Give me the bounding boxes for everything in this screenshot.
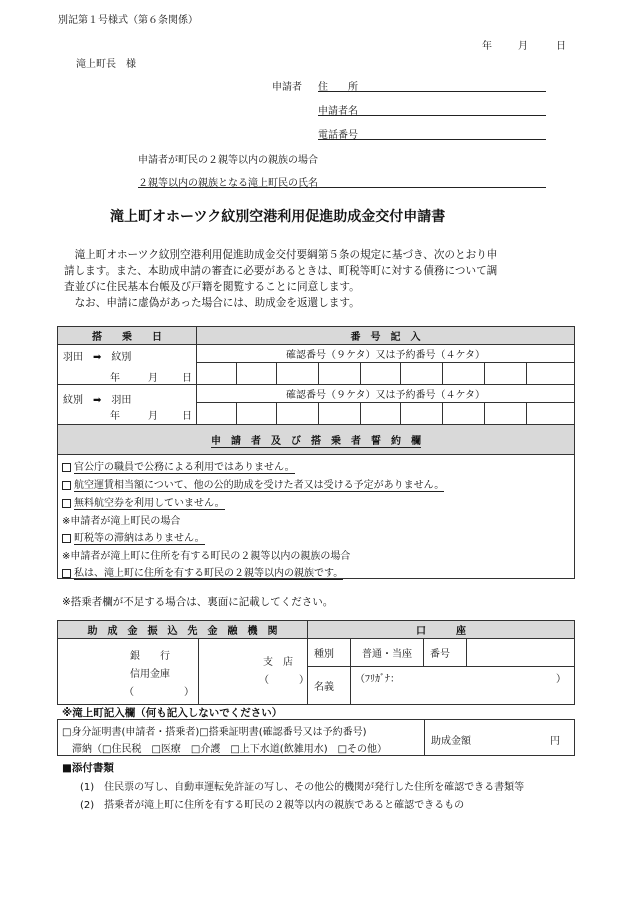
digit-cell[interactable]: [527, 363, 575, 385]
type-label: 種別: [308, 639, 351, 667]
relative-note: 申請者が町民の２親等以内の親族の場合: [138, 155, 318, 166]
address-field[interactable]: [318, 78, 546, 92]
body-line-3: 査並びに住民基本台帳及び戸籍を閲覧することに同意します。: [64, 281, 360, 293]
pledge-header-text: 申 請 者 及 び 搭 乗 者 誓 約 欄: [211, 436, 421, 447]
applicant-name-label: 申請者名: [318, 106, 358, 117]
number-entry-header: 番 号 記 入: [197, 327, 575, 345]
digit-cell[interactable]: [237, 363, 277, 385]
branch-paren: （ ）: [259, 675, 309, 686]
address-label: 住 所: [318, 82, 358, 93]
bank-label: 銀 行: [130, 651, 170, 662]
body-text: [64, 247, 497, 311]
account-header: 口 座: [308, 621, 575, 639]
flight-table: [57, 326, 575, 579]
bank-header: 助 成 金 振 込 先 金 融 機 関: [58, 621, 308, 639]
row1-day: 日: [182, 373, 192, 384]
relative-name-field[interactable]: [138, 174, 546, 188]
row2-year: 年: [110, 411, 120, 422]
checkbox-icon[interactable]: [62, 463, 71, 472]
form-number: 別記第１号様式（第６条関係）: [58, 15, 198, 26]
amount-label: 助成金額: [431, 736, 471, 747]
furigana-label: （ﾌﾘｶﾞﾅ：: [355, 674, 400, 685]
type-value[interactable]: 普通・当座: [351, 639, 424, 667]
pledge-note-resident: ※申請者が滝上町民の場合: [62, 516, 181, 527]
bank-paren: （ ）: [124, 687, 194, 698]
digit-cell[interactable]: [237, 403, 277, 425]
digit-cell[interactable]: [319, 403, 361, 425]
pledge-body: [58, 455, 575, 579]
relative-name-label: ２親等以内の親族となる滝上町民の氏名: [138, 178, 318, 189]
pledge-item-3[interactable]: [62, 494, 225, 509]
route-2-label: 紋別 ➡ 羽田: [63, 395, 132, 406]
digit-cell[interactable]: [401, 403, 443, 425]
applicant-label: 申請者: [272, 82, 302, 93]
pledge-item-5[interactable]: [62, 564, 343, 579]
account-number-field[interactable]: [467, 639, 575, 667]
pledge-item-2-text: 航空運賃相当額について、他の公的助成を受けた者又は受ける予定がありません。: [74, 480, 445, 491]
branch-cell[interactable]: [199, 639, 308, 705]
town-use-line-2: 滞納（□住民税 □医療 □介護 □上下水道(飲雑用水) □その他）: [72, 744, 388, 755]
digit-cell[interactable]: [277, 403, 319, 425]
date-day-label: 日: [556, 41, 566, 52]
town-use-title: ※滝上町記入欄（何も記入しないでください）: [62, 707, 283, 719]
number-label: 番号: [424, 639, 467, 667]
pledge-note-relative: ※申請者が滝上町に住所を有する町民の２親等以内の親族の場合: [62, 551, 351, 562]
pledge-header: [58, 425, 575, 455]
attachment-item-1: (1) 住民票の写し、自動車運転免許証の写し、その他公的機関が発行した住所を確認できる書類等: [80, 782, 525, 793]
pledge-item-1-text: 官公庁の職員で公務による利用ではありません。: [74, 462, 295, 473]
checkbox-icon[interactable]: [62, 481, 71, 490]
digit-cell[interactable]: [443, 403, 485, 425]
body-line-2: 請します。また、本助成申請の審査に必要があるときは、町税等町に対する債務について調: [64, 265, 498, 277]
pledge-item-5-text: 私は、滝上町に住所を有する町民の２親等以内の親族です。: [74, 568, 344, 579]
route-1-label: 羽田 ➡ 紋別: [63, 352, 132, 363]
digit-cell[interactable]: [277, 363, 319, 385]
town-use-checks[interactable]: [58, 720, 425, 756]
boarding-date-header: 搭 乗 日: [58, 327, 197, 345]
phone-field[interactable]: [318, 126, 546, 140]
yen-label: 円: [550, 736, 560, 747]
pledge-item-3-text: 無料航空券を利用していません。: [74, 498, 225, 509]
digit-cell[interactable]: [197, 363, 237, 385]
applicant-name-field[interactable]: [318, 102, 546, 116]
digit-cell[interactable]: [361, 403, 401, 425]
digit-cell[interactable]: [319, 363, 361, 385]
pledge-item-1[interactable]: [62, 458, 295, 473]
confirm-label-2: 確認番号（９ケタ）又は予約番号（４ケタ）: [197, 385, 575, 403]
bank-name-cell[interactable]: [58, 639, 199, 705]
bank-table: [57, 620, 575, 705]
checkbox-icon[interactable]: [62, 569, 71, 578]
digit-cell[interactable]: [361, 363, 401, 385]
branch-label: 支 店: [263, 657, 293, 668]
digit-cell[interactable]: [485, 363, 527, 385]
furigana-close: ）: [556, 674, 566, 685]
pledge-item-4-text: 町税等の滞納はありません。: [74, 533, 205, 544]
date-year-label: 年: [482, 41, 492, 52]
row1-year: 年: [110, 373, 120, 384]
date-month-label: 月: [518, 41, 528, 52]
body-line-4: なお、申請に虚偽があった場合には、助成金を返還します。: [64, 297, 360, 309]
row1-month: 月: [148, 373, 158, 384]
attachment-item-2: (2) 搭乗者が滝上町に住所を有する町民の２親等以内の親族であると確認できるもの: [80, 800, 465, 811]
route-cell-1[interactable]: [58, 345, 197, 385]
pledge-item-2[interactable]: [62, 476, 444, 491]
town-use-line-1: □身分証明書(申請者・搭乗者)□搭乗証明書(確認番号又は予約番号): [62, 727, 367, 738]
town-use-table: [57, 719, 575, 756]
pledge-footnote: ※搭乗者欄が不足する場合は、裏面に記載してください。: [62, 596, 334, 608]
amount-cell[interactable]: [425, 720, 575, 756]
holder-field[interactable]: [351, 667, 575, 705]
digit-cell[interactable]: [527, 403, 575, 425]
row2-month: 月: [148, 411, 158, 422]
attachments-title: ■添付書類: [62, 762, 114, 774]
holder-label: 名義: [308, 667, 351, 705]
addressee: 滝上町長 様: [76, 59, 136, 70]
route-cell-2[interactable]: [58, 385, 197, 425]
checkbox-icon[interactable]: [62, 534, 71, 543]
checkbox-icon[interactable]: [62, 499, 71, 508]
body-line-1: 滝上町オホーツク紋別空港利用促進助成金交付要綱第５条の規定に基づき、次のとおり申: [64, 249, 498, 261]
credit-label: 信用金庫: [130, 669, 170, 680]
phone-label: 電話番号: [318, 130, 358, 141]
confirm-label-1: 確認番号（９ケタ）又は予約番号（４ケタ）: [197, 345, 575, 363]
pledge-item-4[interactable]: [62, 529, 205, 544]
digit-cell[interactable]: [197, 403, 237, 425]
digit-cell[interactable]: [485, 403, 527, 425]
row2-day: 日: [182, 411, 192, 422]
document-title: 滝上町オホーツク紋別空港利用促進助成金交付申請書: [110, 209, 446, 225]
digit-cell[interactable]: [443, 363, 485, 385]
digit-cell[interactable]: [401, 363, 443, 385]
